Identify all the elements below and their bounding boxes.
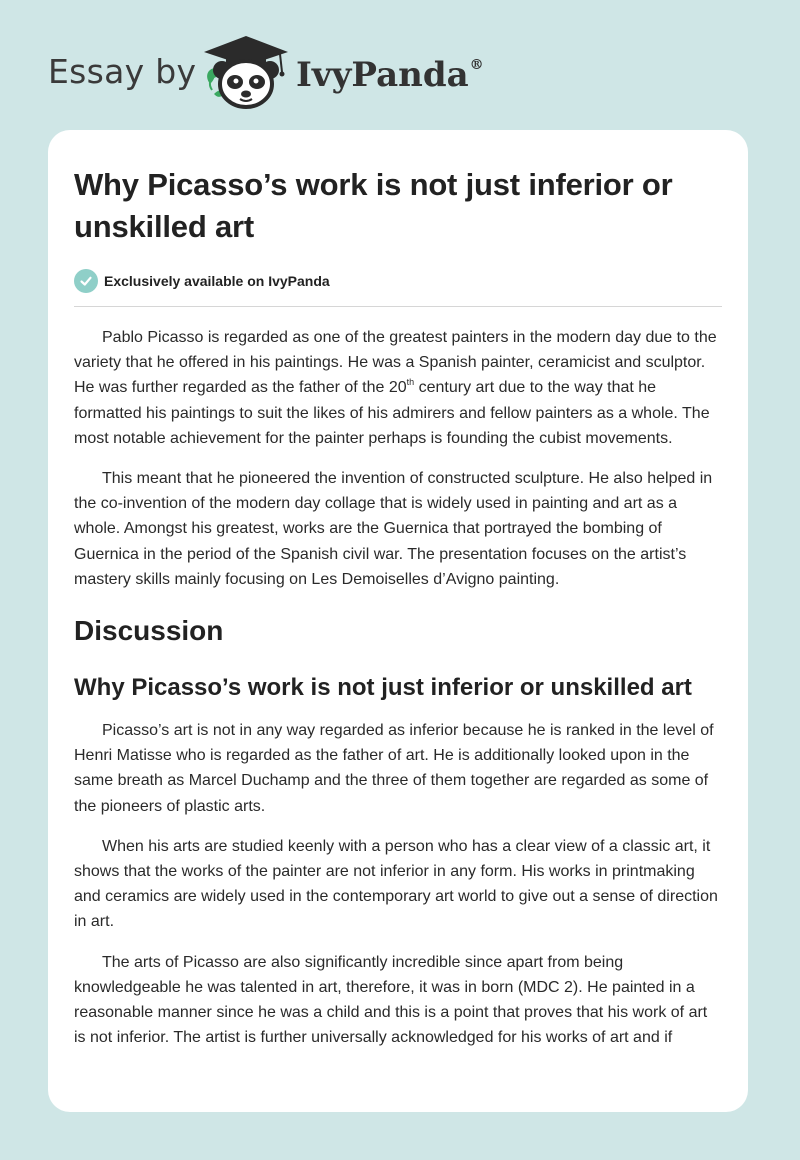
- essay-card: [48, 130, 748, 1112]
- subsection-heading: Why Picasso’s work is not just inferior or unskilled art: [74, 674, 692, 702]
- section-heading-discussion: Discussion: [74, 615, 224, 647]
- check-circle-icon: [74, 269, 98, 293]
- brand-name[interactable]: IvyPanda®: [296, 55, 484, 95]
- brand-prefix: Essay by: [48, 52, 197, 91]
- body-paragraph-1: Picasso’s art is not in any way regarded as inferior because he is ranked in the level of Henri Matisse who is regarded as the father of art. He is additionally looked upon in the same breath as Marcel Duchamp and the three of them together are regarded as some of the pioneers of plastic arts.: [74, 722, 714, 815]
- intro-paragraph-2: This meant that he pioneered the invention of constructed sculpture. He also helped in the co-invention of the modern day collage that is widely used in painting and art as a whole. Amongst his greatest, works are the Guernica that portrayed the bombing of Guernica in the period of the Spanish civil war. The presentation focuses on the artist’s mastery skills mainly focusing on Les Demoiselles d’Avigno painting.: [74, 470, 713, 588]
- title-divider: [74, 306, 722, 307]
- exclusive-badge-text: Exclusively available on IvyPanda: [104, 273, 330, 289]
- registered-mark: ®: [469, 57, 484, 73]
- exclusive-badge: [74, 268, 722, 294]
- body-paragraph-2: When his arts are studied keenly with a person who has a clear view of a classic art, it shows that the works of the painter are not inferior in any form. His works in printmaking and ceramics are widely used in the contemporary art world to give out a sense of direction in art.: [74, 837, 718, 931]
- site-header: [0, 0, 800, 130]
- body-paragraph-3: The arts of Picasso are also significantly incredible since apart from being knowledgeable he was talented in art, therefore, it was in born (MDC 2). He painted in a reasonable manner since he was a child and this is a point that proves that his work of art is not inferior. The artist is further universally acknowledged for his works of art and if: [74, 953, 708, 1047]
- panda-graduate-icon[interactable]: [200, 32, 292, 110]
- intro-paragraph-1: Pablo Picasso is regarded as one of the greatest painters in the modern day due to the variety that he offered in his paintings. He was a Spanish painter, ceramicist and sculptor. He was further regarded as the father of the 20th century art due to the way that he formatted his paintings to suit the likes of his admirers and fellow painters as a whole. The most notable achievement for the painter perhaps is founding the cubist movements.: [74, 329, 717, 447]
- essay-title: Why Picasso’s work is not just inferior or unskilled art: [74, 167, 673, 244]
- superscript-th: th: [406, 377, 415, 388]
